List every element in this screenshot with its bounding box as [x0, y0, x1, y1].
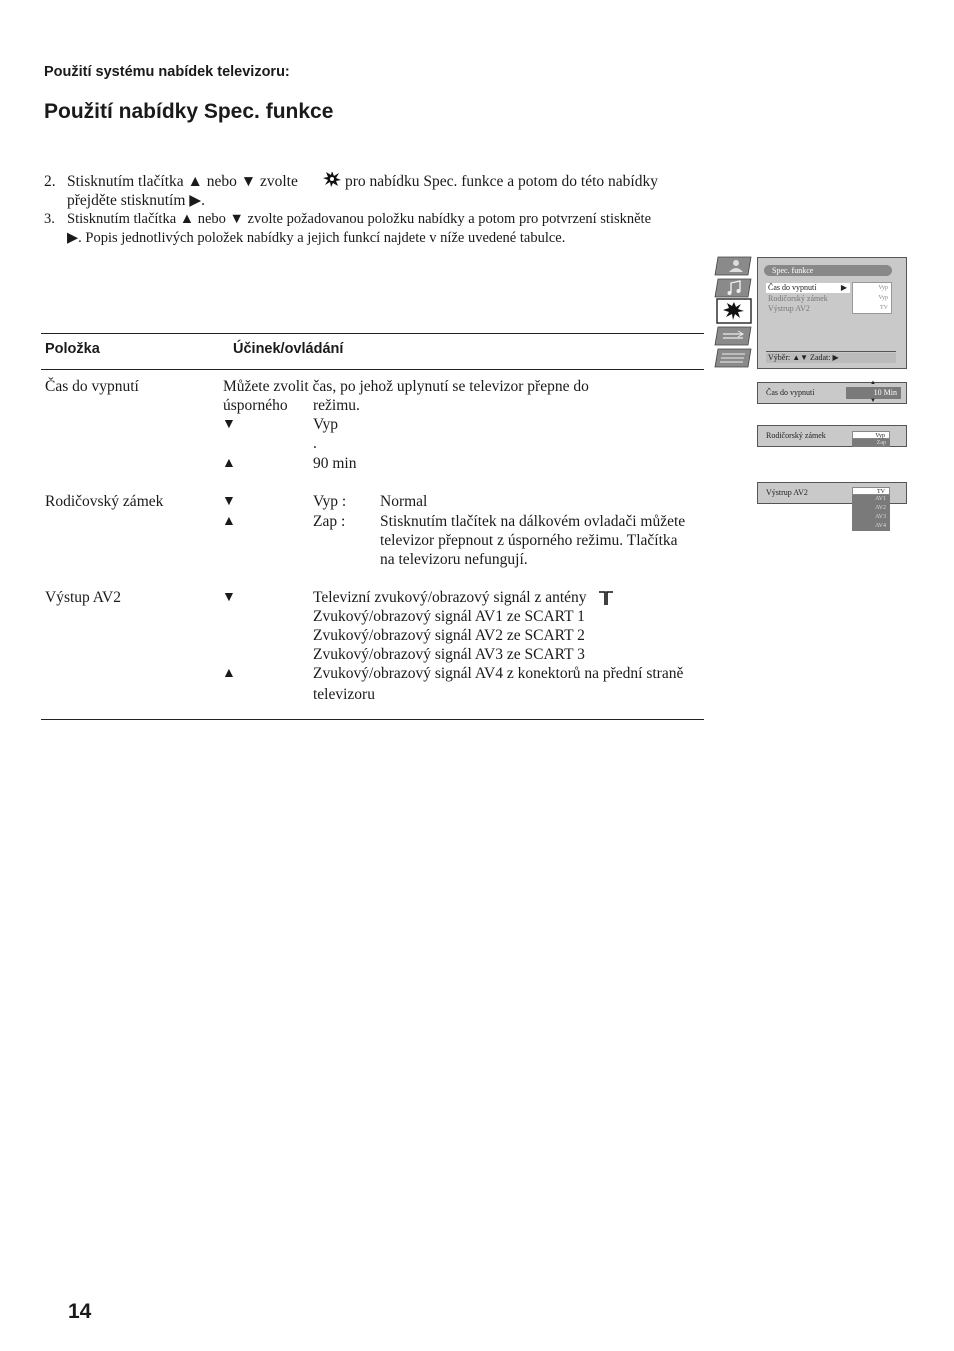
special-functions-icon — [322, 172, 342, 193]
right-arrow-icon: ▶ — [840, 283, 847, 292]
option-value: Stisknutím tlačítek na dálkovém ovladači můžete — [380, 513, 686, 530]
osd-sleep-value: 10 Min — [846, 387, 901, 399]
option-value: Televizní zvukový/obrazový signál z antény — [313, 589, 587, 606]
osd-menu-values — [852, 282, 892, 314]
column-header-effect: Účinek/ovládání — [233, 341, 344, 357]
osd-menu-item-label: Výstrup AV2 — [768, 304, 810, 313]
osd-lock-option: Vyp — [852, 431, 890, 439]
down-arrow-icon: ▼ — [222, 417, 236, 432]
osd-av2-output-box — [757, 482, 907, 529]
installation-menu-icon — [714, 326, 752, 346]
step-text: přejděte stisknutím ▶. — [67, 192, 206, 209]
table-top-rule — [41, 333, 704, 334]
up-arrow-icon: ▲ — [870, 380, 876, 386]
option-value: na televizoru nefungují. — [380, 551, 528, 568]
step-number: 2. — [44, 173, 56, 190]
option-value: Zvukový/obrazový signál AV3 ze SCART 3 — [313, 646, 585, 663]
option-value: Zvukový/obrazový signál AV2 ze SCART 2 — [313, 627, 585, 644]
special-functions-menu-icon — [716, 298, 752, 324]
option-value: televizoru — [313, 686, 375, 703]
antenna-icon — [598, 590, 614, 611]
section-heading: Použití systému nabídek televizoru: — [44, 64, 290, 80]
osd-av2-option: AV3 — [875, 514, 886, 520]
osd-sleep-label: Čas do vypnutí — [766, 388, 815, 397]
table-bottom-rule — [41, 719, 704, 720]
step-number: 3. — [44, 211, 55, 227]
row-description: úsporného — [223, 397, 288, 414]
ellipsis-dot: . — [313, 435, 317, 452]
osd-av2-dropdown — [852, 495, 890, 531]
step-text: pro nabídku Spec. funkce a potom do této nabídky — [345, 173, 658, 190]
osd-menu-item-label: Čas do vypnutí — [768, 283, 817, 292]
down-arrow-icon: ▼ — [222, 494, 236, 509]
osd-av2-option: AV1 — [875, 496, 886, 502]
osd-av2-option: AV2 — [875, 505, 886, 511]
table-header-rule — [41, 369, 704, 370]
row-description: Můžete zvolit čas, po jehož uplynutí se televizor přepne do — [223, 378, 589, 395]
up-arrow-icon: ▲ — [222, 666, 236, 681]
option-value: Vyp — [313, 416, 338, 433]
option-value: Zvukový/obrazový signál AV4 z konektorů na přední straně — [313, 665, 684, 682]
up-arrow-icon: ▲ — [222, 514, 236, 529]
osd-av2-option: TV — [852, 487, 890, 495]
step-text: Stisknutím tlačítka ▲ nebo ▼ zvolte požadovanou položku nabídky a potom pro potvrzení stiskněte — [67, 211, 652, 227]
osd-menu-value: TV — [880, 305, 888, 311]
step-text: ▶. Popis jednotlivých položek nabídky a jejich funkcí najdete v níže uvedené tabulce. — [67, 230, 566, 246]
option-value: Zvukový/obrazový signál AV1 ze SCART 1 — [313, 608, 585, 625]
osd-parental-lock-box — [757, 425, 907, 447]
osd-lock-option: Zap — [852, 439, 890, 447]
row-description: režimu. — [313, 397, 360, 414]
option-label: Vyp : — [313, 493, 347, 510]
option-value: 90 min — [313, 455, 357, 472]
step-text: Stisknutím tlačítka ▲ nebo ▼ zvolte — [67, 173, 298, 190]
sound-menu-icon — [714, 278, 752, 298]
option-label: Zap : — [313, 513, 346, 530]
osd-menu-value: Vyp — [878, 295, 888, 301]
up-arrow-icon: ▲ — [222, 456, 236, 471]
osd-menu-screen — [757, 257, 907, 369]
picture-menu-icon — [714, 256, 752, 276]
column-header-item: Položka — [45, 341, 100, 357]
row-item: Výstup AV2 — [45, 589, 121, 606]
page-title: Použití nabídky Spec. funkce — [44, 100, 334, 123]
osd-sleep-timer-box — [757, 382, 907, 404]
osd-menu-item-label: Rodičorský zámek — [768, 294, 828, 303]
step-2 — [44, 172, 704, 212]
osd-menu-title: Spec. funkce — [764, 265, 892, 276]
option-value: televizor přepnout z úsporného režimu. Tlačítka — [380, 532, 678, 549]
row-item: Rodičovský zámek — [45, 493, 164, 510]
osd-av2-option: AV4 — [875, 523, 886, 529]
option-value: Normal — [380, 493, 428, 510]
step-3 — [44, 210, 704, 250]
row-item: Čas do vypnutí — [45, 378, 139, 395]
settings-menu-icon — [714, 348, 752, 368]
page-number: 14 — [68, 1300, 92, 1323]
down-arrow-icon: ▼ — [222, 590, 236, 605]
osd-divider — [766, 351, 896, 352]
down-arrow-icon: ▼ — [870, 398, 876, 404]
osd-menu-value: Vyp — [878, 285, 888, 291]
osd-av2-label: Výstrup AV2 — [766, 488, 808, 497]
osd-menu-footer: Výběr: ▲▼ Zadat: ▶ — [766, 353, 896, 363]
osd-menu-item-selected — [766, 283, 850, 293]
osd-lock-label: Rodičorský zámek — [766, 431, 826, 440]
